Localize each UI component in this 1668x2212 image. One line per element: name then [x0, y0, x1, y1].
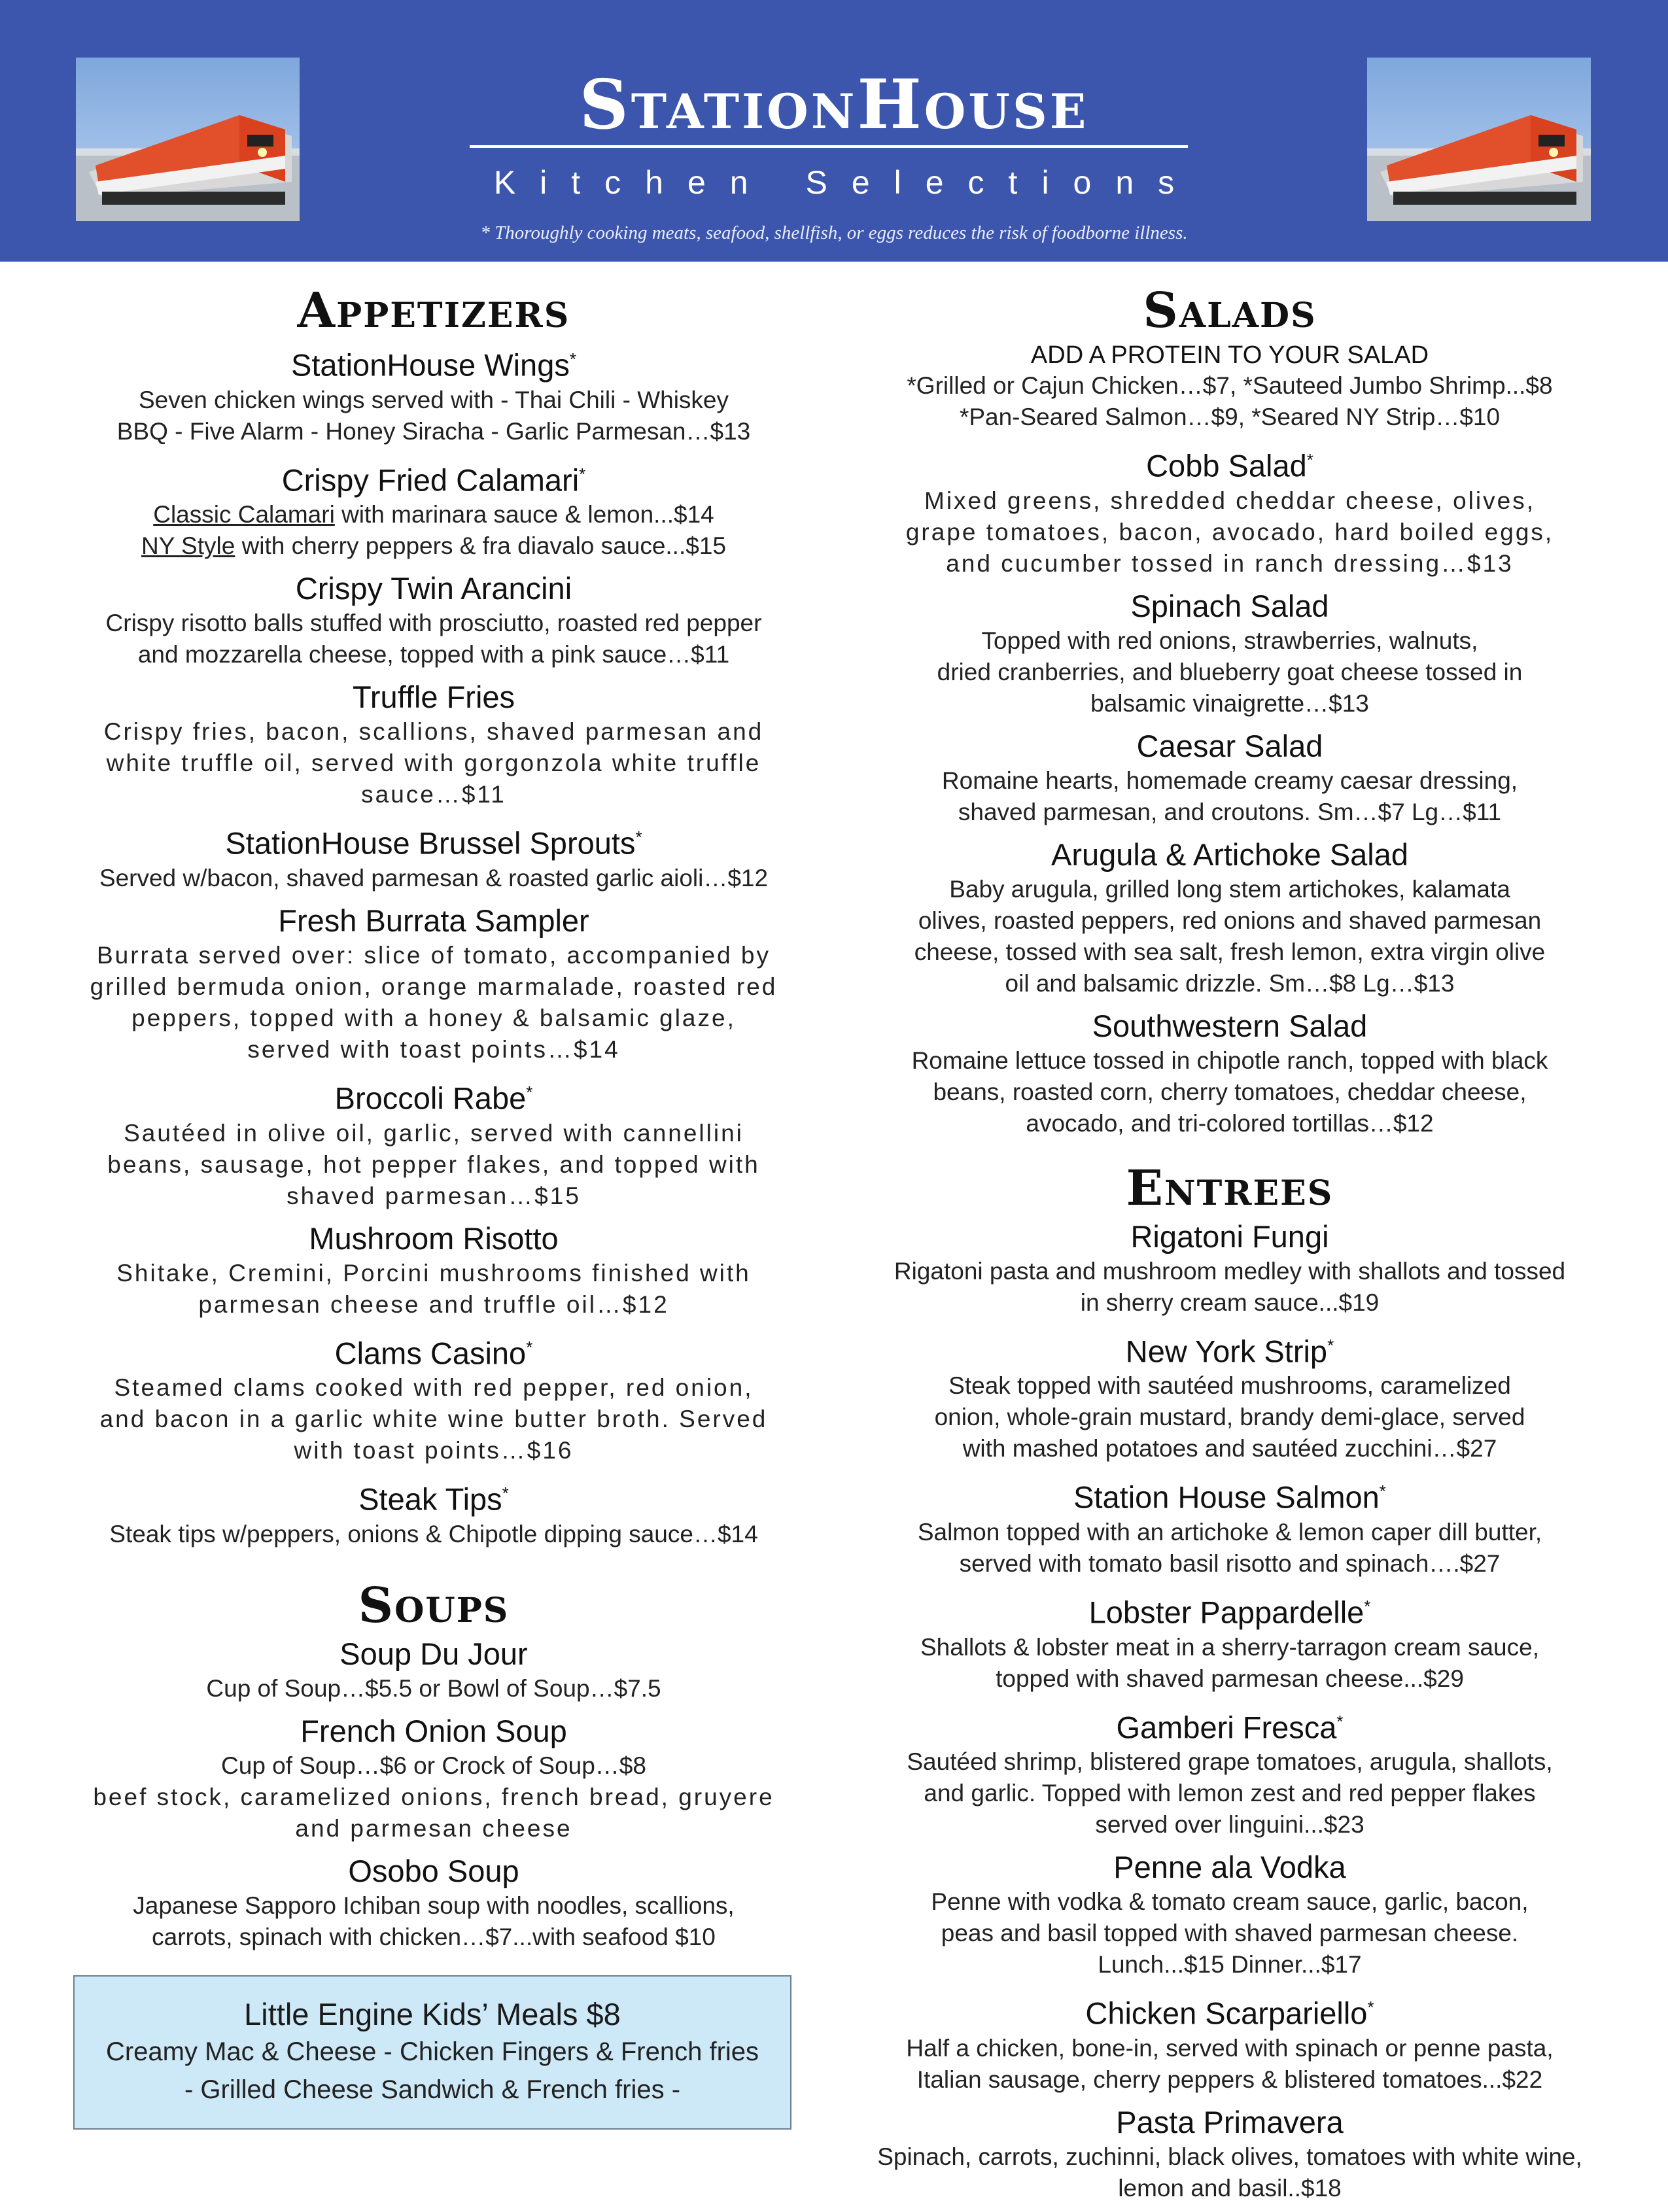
item-description: dried cranberries, and blueberry goat cheese tossed in [937, 658, 1523, 685]
item-description: grilled bermuda onion, orange marmalade, roasted red [90, 973, 778, 1000]
kids-meals-line: - Grilled Cheese Sandwich & French fries - [184, 2075, 681, 2104]
item-description: and garlic. Topped with lemon zest and red pepper flakes [924, 1780, 1536, 1807]
item-description: with toast points…$16 [294, 1437, 574, 1464]
item-name: Gamberi Fresca* [1116, 1710, 1344, 1745]
menu-item [65, 902, 802, 1065]
item-description: Served w/bacon, shaved parmesan & roasted garlic aioli…$12 [99, 864, 769, 891]
item-description: white truffle oil, served with gorgonzola white truffle [106, 750, 761, 777]
item-description: shaved parmesan…$15 [287, 1182, 581, 1209]
menu-item [65, 1220, 802, 1321]
item-description: and bacon in a garlic white wine butter broth. Served [99, 1406, 768, 1433]
item-name: StationHouse Brussel Sprouts* [225, 825, 642, 861]
item-description: Lunch...$15 Dinner...$17 [1098, 1951, 1362, 1979]
item-name: Penne ala Vodka [1113, 1850, 1346, 1885]
right-column [857, 281, 1603, 2212]
soups-heading: Soups [358, 1577, 510, 1634]
item-description: Shallots & lobster meat in a sherry-tarragon cream sauce, [920, 1633, 1539, 1661]
item-description: in sherry cream sauce...$19 [1080, 1288, 1380, 1316]
food-safety-notice: * Thoroughly cooking meats, seafood, shellfish, or eggs reduces the risk of foodborne illness. [480, 222, 1188, 243]
item-name: Chicken Scarpariello* [1085, 1996, 1374, 2031]
title-divider [470, 145, 1188, 148]
item-description: and parmesan cheese [295, 1814, 572, 1842]
item-description: Steamed clams cooked with red pepper, red onion, [114, 1374, 754, 1402]
item-name: Arugula & Artichoke Salad [1051, 837, 1409, 872]
item-description: peppers, topped with a honey & balsamic glaze, [131, 1004, 736, 1031]
item-description: NY Style with cherry peppers & fra diavalo sauce...$15 [141, 532, 726, 560]
item-description: sauce…$11 [361, 781, 506, 808]
item-name: Lobster Pappardelle* [1088, 1595, 1371, 1630]
item-description: Cup of Soup…$5.5 or Bowl of Soup…$7.5 [206, 1674, 661, 1702]
item-description: and cucumber tossed in ranch dressing…$13 [946, 549, 1514, 577]
item-description: Burrata served over: slice of tomato, accompanied by [96, 941, 771, 969]
item-description: Salmon topped with an artichoke & lemon caper dill butter, [917, 1518, 1542, 1546]
item-name: Caesar Salad [1136, 728, 1323, 763]
item-description: served with tomato basil risotto and spinach….$27 [959, 1549, 1501, 1577]
menu-item [65, 1712, 802, 1844]
menu-item [857, 587, 1603, 719]
item-description: Crispy fries, bacon, scallions, shaved parmesan and [103, 718, 764, 746]
item-name: Spinach Salad [1130, 588, 1329, 623]
kids-meals-line: Creamy Mac & Cheese - Chicken Fingers & French fries [105, 2037, 759, 2066]
item-description: Mixed greens, shredded cheddar cheese, olives, [924, 487, 1535, 514]
menu-item [65, 1852, 802, 1953]
item-description: served over linguini...$23 [1095, 1811, 1364, 1839]
menu-item [65, 570, 802, 670]
item-name: Mushroom Risotto [309, 1220, 559, 1256]
item-description: Steak tips w/peppers, onions & Chipotle dipping sauce…$14 [109, 1520, 758, 1547]
item-description: lemon and basil..$18 [1118, 2174, 1342, 2202]
item-description: beans, roasted corn, cherry tomatoes, cheddar cheese, [933, 1078, 1527, 1105]
menu-item [857, 1326, 1603, 1465]
menu-item [65, 1073, 802, 1212]
menu-item [857, 836, 1603, 999]
menu-item [65, 818, 802, 894]
menu-item [857, 1587, 1603, 1695]
menu-item [857, 1007, 1603, 1139]
menu-item [65, 1328, 802, 1467]
protein-heading: ADD A PROTEIN TO YOUR SALAD [1030, 341, 1429, 369]
item-description: carrots, spinach with chicken…$7...with seafood $10 [152, 1923, 716, 1950]
item-description: Steak topped with sautéed mushrooms, caramelized [948, 1372, 1511, 1400]
menu-item [857, 1472, 1603, 1580]
item-description: Romaine lettuce tossed in chipotle ranch, topped with black [911, 1046, 1548, 1074]
item-name: StationHouse Wings* [291, 347, 576, 383]
item-name: French Onion Soup [300, 1713, 567, 1748]
menu-item [857, 1988, 1603, 2096]
menu-item [65, 455, 802, 562]
item-description: peas and basil topped with shaved parmesan cheese. [941, 1920, 1519, 1947]
item-description: parmesan cheese and truffle oil…$12 [198, 1290, 669, 1318]
item-name: Crispy Fried Calamari* [281, 462, 586, 498]
item-description: Topped with red onions, strawberries, walnuts, [981, 627, 1478, 654]
item-name: Cobb Salad* [1146, 448, 1313, 483]
kids-meals-title: Little Engine Kids’ Meals $8 [244, 1997, 621, 2031]
item-description: Cup of Soup…$6 or Crock of Soup…$8 [221, 1752, 646, 1779]
item-name: Clams Casino* [334, 1336, 533, 1371]
item-name: Crispy Twin Arancini [295, 571, 572, 606]
protein-options: *Grilled or Cajun Chicken…$7, *Sauteed Jumbo Shrimp...$8 [907, 372, 1553, 399]
item-name: Fresh Burrata Sampler [278, 903, 589, 938]
item-description: shaved parmesan, and croutons. Sm…$7 Lg…$11 [958, 798, 1502, 825]
item-description: olives, roasted peppers, red onions and shaved parmesan [918, 907, 1542, 934]
item-description: Seven chicken wings served with - Thai Chili - Whiskey [138, 386, 729, 413]
header-banner [0, 0, 1668, 262]
menu-item [65, 678, 802, 810]
item-name: Southwestern Salad [1092, 1008, 1368, 1043]
protein-options: *Pan-Seared Salmon…$9, *Seared NY Strip…$10 [959, 404, 1501, 430]
item-name: Truffle Fries [352, 680, 515, 715]
appetizers-heading: Appetizers [297, 283, 570, 339]
item-description: topped with shaved parmesan cheese...$29 [996, 1665, 1464, 1692]
menu-item [857, 441, 1603, 579]
entrees-heading: Entrees [1126, 1160, 1334, 1217]
item-description: onion, whole-grain mustard, brandy demi-glace, served [934, 1404, 1525, 1431]
item-description: Japanese Sapporo Ichiban soup with noodles, scallions, [133, 1892, 735, 1919]
restaurant-name: StationHouse [579, 64, 1089, 145]
menu-item [857, 2103, 1603, 2204]
item-description: avocado, and tri-colored tortillas…$12 [1026, 1109, 1434, 1137]
item-description: Italian sausage, cherry peppers & blistered tomatoes...$22 [916, 2065, 1543, 2093]
item-description: beans, sausage, hot pepper flakes, and topped with [107, 1150, 760, 1178]
menu-item [857, 727, 1603, 828]
menu-item [857, 1702, 1603, 1841]
item-name: Steak Tips* [358, 1481, 509, 1517]
item-description: served with toast points…$14 [247, 1035, 620, 1063]
item-description: grape tomatoes, bacon, avocado, hard boiled eggs, [905, 518, 1554, 545]
menu-subtitle: Kitchen Selections [493, 164, 1199, 201]
item-description: with mashed potatoes and sautéed zucchini…$27 [962, 1435, 1497, 1462]
kids-meals-box [73, 1975, 791, 2130]
item-description: and mozzarella cheese, topped with a pink sauce…$11 [137, 641, 730, 668]
item-description: cheese, tossed with sea salt, fresh lemon, extra virgin olive [914, 938, 1546, 965]
menu-item [65, 1474, 802, 1550]
item-name: Rigatoni Fungi [1130, 1218, 1329, 1254]
item-name: Soup Du Jour [339, 1636, 528, 1671]
item-description: oil and balsamic drizzle. Sm…$8 Lg…$13 [1005, 969, 1455, 997]
item-name: Station House Salmon* [1073, 1479, 1386, 1515]
item-description: Half a chicken, bone-in, served with spinach or penne pasta, [906, 2034, 1554, 2062]
item-description: Classic Calamari with marinara sauce & lemon...$14 [153, 501, 714, 528]
item-name: Broccoli Rabe* [334, 1080, 533, 1116]
menu-item [857, 1218, 1603, 1319]
item-description: balsamic vinaigrette…$13 [1090, 689, 1369, 717]
left-column [65, 281, 802, 1961]
menu-item [65, 1635, 802, 1704]
item-description: Romaine hearts, homemade creamy caesar dressing, [941, 767, 1518, 794]
item-description: Crispy risotto balls stuffed with prosciutto, roasted red pepper [105, 610, 762, 637]
item-name: Pasta Primavera [1116, 2104, 1344, 2139]
item-description: Sautéed shrimp, blistered grape tomatoes, arugula, shallots, [907, 1748, 1553, 1776]
item-description: BBQ - Five Alarm - Honey Siracha - Garlic Parmesan…$13 [116, 417, 751, 445]
item-name: New York Strip* [1125, 1334, 1334, 1369]
menu-item [857, 1848, 1603, 1980]
item-description: Shitake, Cremini, Porcini mushrooms finished with [116, 1259, 751, 1287]
item-description: Rigatoni pasta and mushroom medley with shallots and tossed [894, 1257, 1566, 1285]
item-description: Baby arugula, grilled long stem artichokes, kalamata [949, 875, 1510, 903]
item-description: beef stock, caramelized onions, french bread, gruyere [93, 1783, 774, 1810]
menu-item [65, 340, 802, 447]
item-description: Spinach, carrots, zuchinni, black olives, tomatoes with white wine, [877, 2143, 1582, 2170]
item-name: Osobo Soup [348, 1853, 519, 1888]
salads-heading: Salads [1143, 283, 1317, 339]
item-description: Penne with vodka & tomato cream sauce, garlic, bacon, [931, 1888, 1529, 1916]
item-description: Sautéed in olive oil, garlic, served with cannellini [124, 1119, 744, 1147]
